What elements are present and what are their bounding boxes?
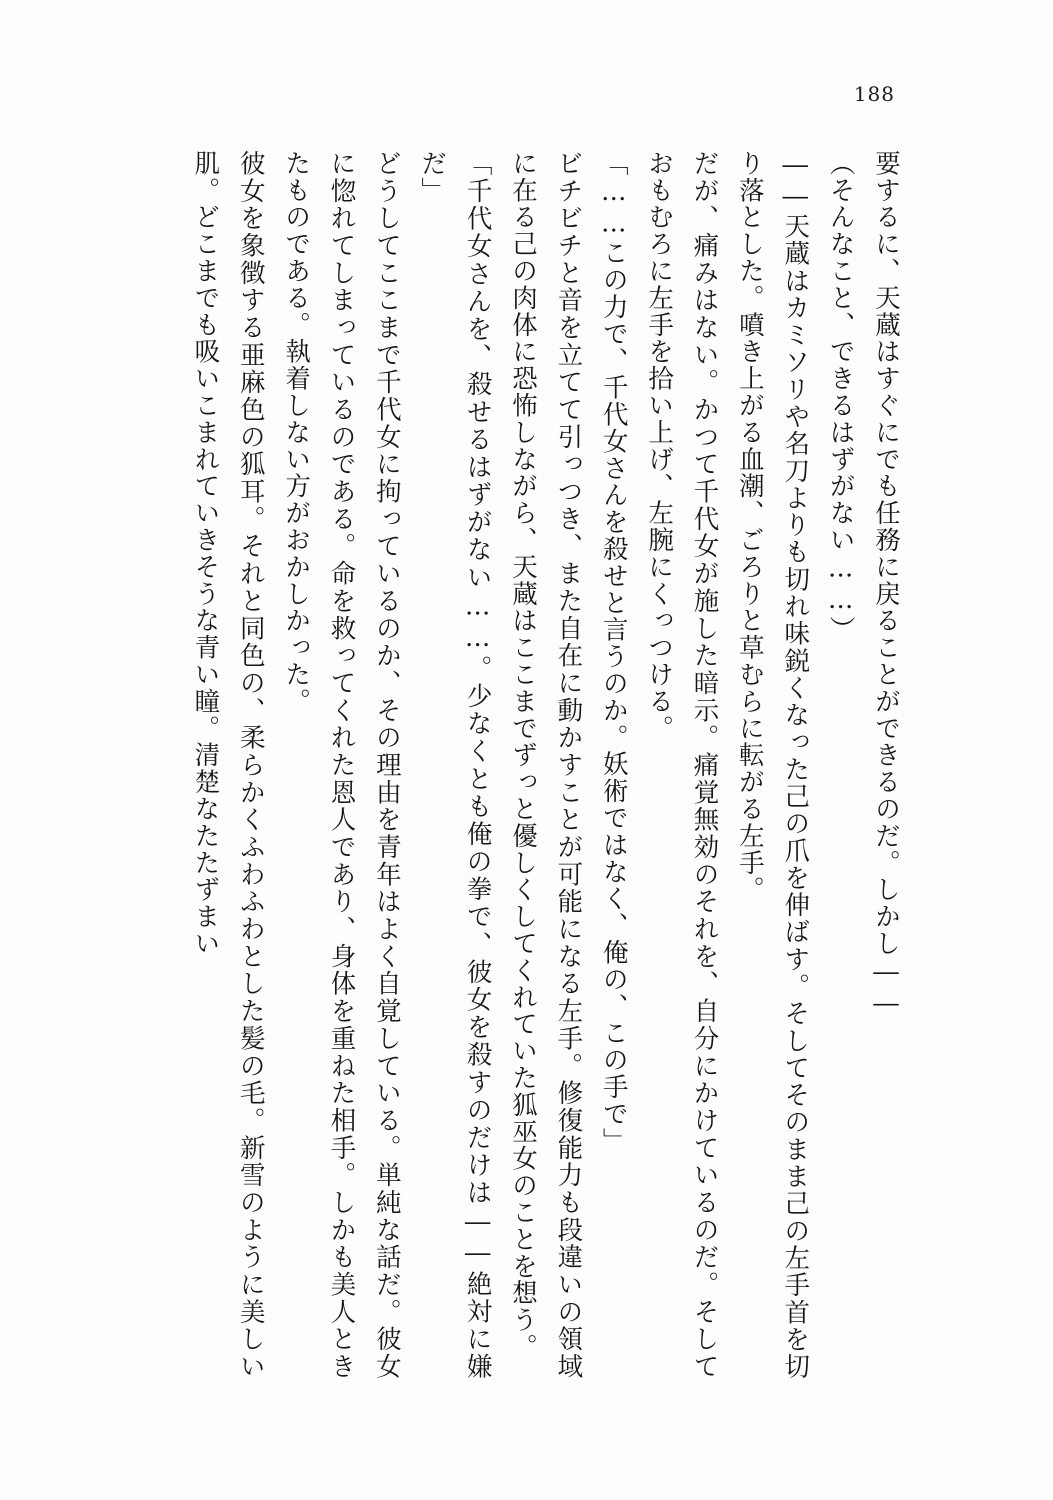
paragraph: ――天蔵はカミソリや名刀よりも切れ味鋭くなった己の爪を伸ばす。そしてそのまま己の左手首を切り落とした。噴き上がる血潮、ごろりと草むらに転がる左手。 (734, 150, 811, 1380)
paragraph: 彼女を象徴する亜麻色の狐耳。それと同色の、柔らかくふわふわとした髪の毛。新雪のように美しい肌。どこまでも吸いこまれていきそうな青い瞳。清楚なたたずまい (190, 150, 266, 1380)
paragraph: どうしてここまで千代女に拘っているのか、その理由を青年はよく自覚している。単純な話だ。彼女に惚れてしまっているのである。命を救ってくれた恩人であり、身体を重ねた相手。しかも美人ときたものである。執着しない方がおかしかった。 (281, 150, 402, 1380)
paragraph: ビチビチと音を立てて引っつき、また自在に動かすことが可能になる左手。修復能力も段違いの領域に在る己の肉体に恐怖しながら、天蔵はここまでずっと優しくしてくれていた狐巫女のことを想う。 (508, 150, 584, 1380)
paragraph: （そんなこと、できるはずがない……） (825, 150, 856, 644)
paragraph: 「……この力で、千代女さんを殺せと言うのか。妖術ではなく、俺の、この手で」 (598, 150, 629, 1155)
paragraph: だが、痛みはない。かつて千代女が施した暗示。痛覚無効のそれを、自分にかけているのだ。そしておもむろに左手を拾い上げ、左腕にくっつける。 (644, 150, 720, 1380)
paragraph: 要するに、天蔵はすぐにでも任務に戻ることができるのだ。しかし―― (871, 150, 901, 1020)
page-body-text (108, 150, 908, 1380)
page-number: 188 (853, 82, 895, 106)
paragraph: 「千代女さんを、殺せるはずがない……。少なくとも俺の拳で、彼女を殺すのだけは――絶対に嫌だ」 (417, 150, 493, 1380)
